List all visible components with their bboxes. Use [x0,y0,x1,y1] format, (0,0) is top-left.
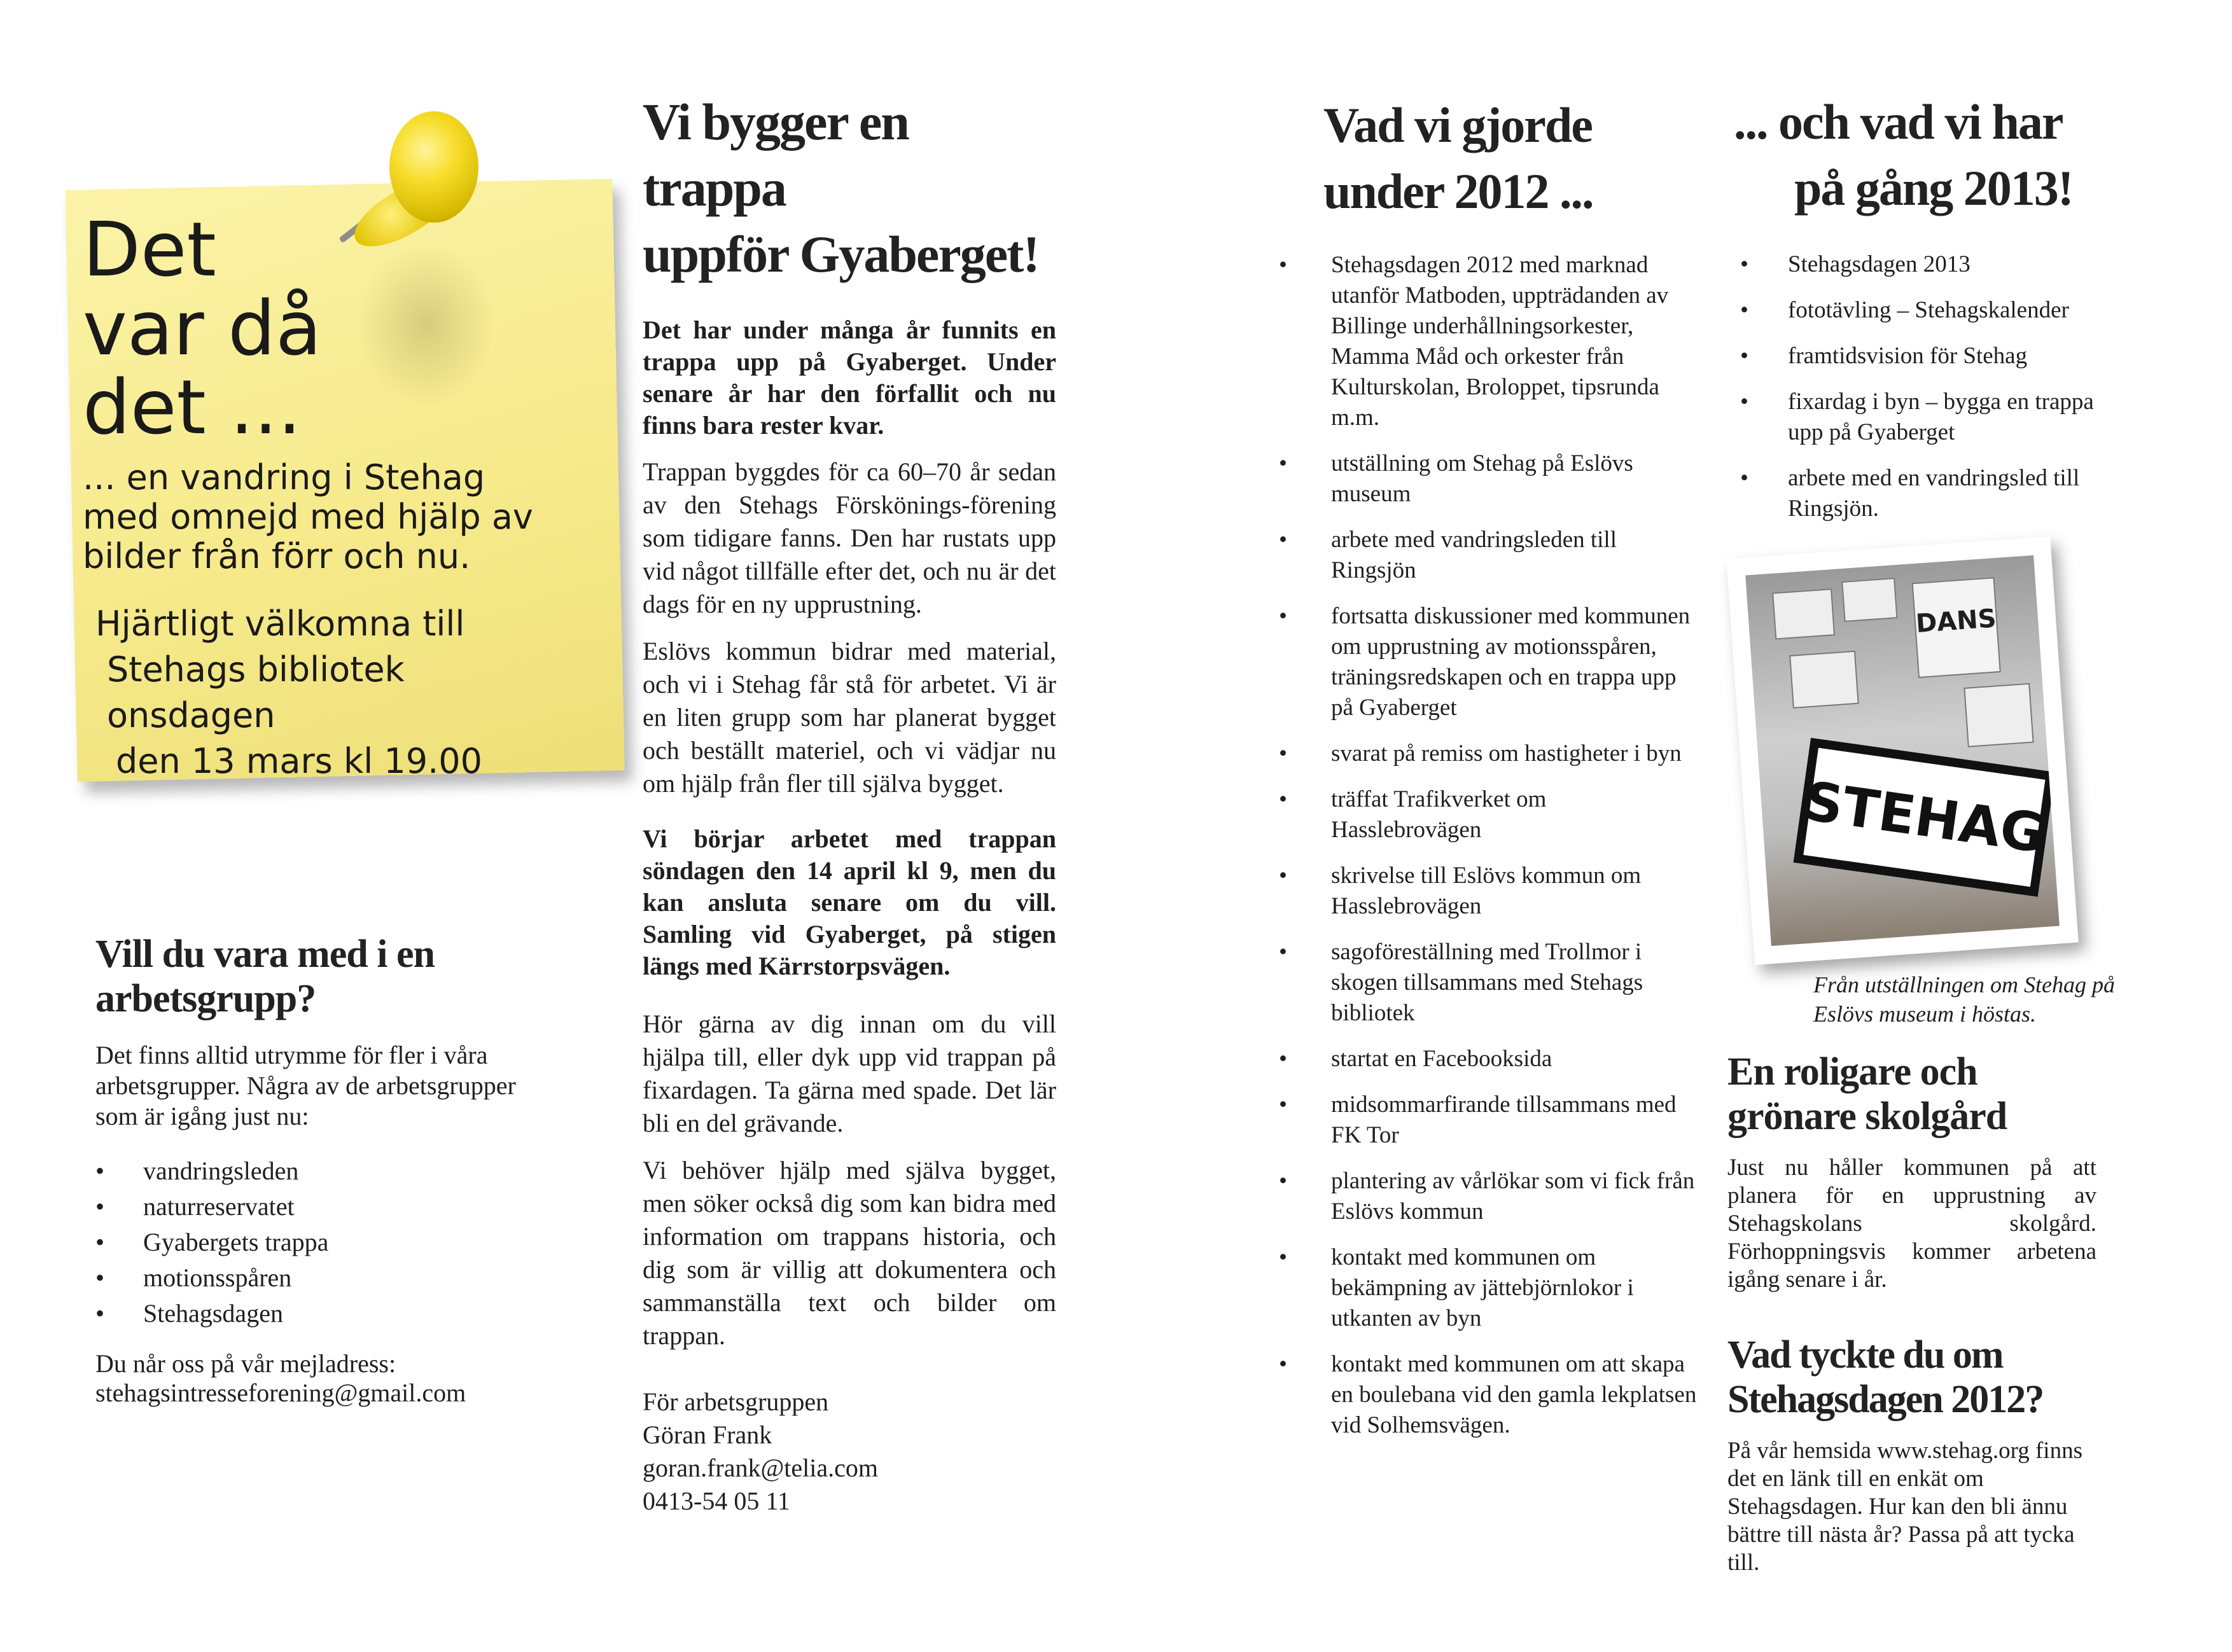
heading-line: Vi bygger en trappa [643,93,909,217]
note-subtitle: ... en vandring i Stehag med omnejd med hjälp av bilder från förr och nu. [83,457,533,576]
stairs-article [643,89,1056,1518]
workgroup-intro: Det finns alltid utrymme för fler i våra arbetsgrupper. Några av de arbetsgrupper som är igång just nu: [95,1041,516,1130]
list-item: • midsommarfirande tillsammans med FK Tor [1279,1090,1699,1151]
signature [643,1385,1056,1518]
stairs-heading [643,89,1056,288]
plans-heading [1734,89,2116,221]
photo-dans-poster: DANS [1912,577,2001,678]
photo-poster [1963,683,2033,747]
list-item: • fortsatta diskussioner med kommunen om upprustning av motionsspåren, träningsredskapen och en trappa upp på Gyaberget [1279,601,1699,723]
photo-image [1745,555,2060,946]
list-item: • naturreservatet [95,1189,554,1225]
list-item: • utställning om Stehag på Eslövs museum [1279,448,1699,510]
welcome-line: Hjärtligt välkomna till [95,604,465,644]
done-heading [1279,92,1699,225]
photo-poster [1789,651,1859,709]
done-list [1279,250,1699,1441]
list-item: • Stehagsdagen 2012 med marknad utanför Matboden, uppträdanden av Billinge underhållningsorkester, Mamma Måd och orkester från Kulturskolan, Broloppet, tipsrunda m.m. [1279,250,1699,433]
note-welcome [95,601,579,784]
note-title-line: Det [83,205,216,293]
list-item: • fixardag i byn – bygga en trappa upp på Gyaberget [1740,387,2116,448]
list-item: • träffat Trafikverket om Hasslebrovägen [1279,784,1699,845]
list-item: • framtidsvision för Stehag [1740,341,2116,371]
photo-poster [1841,578,1897,622]
heading-line: Vad vi gjorde [1323,97,1592,153]
workgroup-heading: Vill du vara med i en arbetsgrupp? [95,933,435,1020]
list-item: • startat en Facebooksida [1279,1044,1699,1074]
list-item: • arbete med en vandringsled till Ringsjön. [1740,463,2116,524]
survey-section [1727,1333,2096,1577]
note-title [83,205,322,451]
heading-line: uppför Gyaberget! [643,225,1039,283]
pin-shadow [356,242,496,407]
list-item: • plantering av vårlökar som vi fick från Eslövs kommun [1279,1166,1699,1227]
heading-line: under 2012 ... [1323,163,1593,219]
list-item: • svarat på remiss om hastigheter i byn [1279,739,1699,769]
pushpin-icon [389,111,478,223]
school-paragraph: Just nu håller kommunen på att planera för en upprustning av Stehagskolans skolgård. Förhoppningsvis kommer arbetena igång senare i år. [1727,1155,2096,1293]
heading-line: ... och vad vi har [1734,94,2063,149]
list-item: • kontakt med kommunen om att skapa en boulebana vid den gamla lekplatsen vid Solhemsvägen. [1279,1349,1699,1441]
photo-stehag-sign: STEHAG [1794,738,2056,897]
contact-email[interactable]: stehagsintresseforening@gmail.com [95,1378,466,1407]
workgroup-list [95,1153,554,1331]
stairs-lead: Det har under många år funnits en trappa upp på Gyaberget. Under senare år har den förfallit och nu finns bara rester kvar. [643,316,1056,440]
list-item: • fototävling – Stehagskalender [1740,295,2116,326]
note-title-line: det ... [83,363,302,451]
list-item: • Gyabergets trappa [95,1225,554,1260]
photo-caption: Från utställningen om Stehag på Eslövs museum i höstas. [1813,972,2115,1027]
stairs-paragraph: Hör gärna av dig innan om du vill hjälpa till, eller dyk upp vid trappan på fixardagen. Ta gärna med spade. Det lär bli en del grävande. [643,1010,1056,1137]
list-item: • Stehagsdagen 2013 [1740,249,2116,280]
stairs-paragraph: Vi behöver hjälp med själva bygget, men söker också dig som kan bidra med information om trappans historia, och dig som är villig att dokumentera och sammanställa text och bilder om trappan. [643,1156,1056,1350]
list-item: • sagoföreställning med Trollmor i skogen tillsammans med Stehags bibliotek [1279,937,1699,1029]
plans-list [1734,249,2116,524]
school-section [1727,1050,2096,1294]
workgroup-section [95,932,554,1408]
heading-line: på gång 2013! [1794,160,2073,216]
signature-email[interactable]: goran.frank@telia.com [643,1454,879,1482]
exhibition-photo [1726,536,2078,965]
welcome-line: den 13 mars kl 19.00 [116,741,482,781]
done-2012-section [1279,92,1699,1456]
school-heading: En roligare och grönare skolgård [1727,1050,2007,1138]
list-item: • vandringsleden [95,1153,554,1189]
survey-paragraph: På vår hemsida www.stehag.org finns det en länk till en enkät om Stehagsdagen. Hur kan den bli ännu bättre till nästa år? Passa på att tycka till. [1727,1438,2082,1576]
signature-line: Göran Frank [643,1420,772,1449]
note-title-line: var då [83,284,322,372]
list-item: • kontakt med kommunen om bekämpning av jättebjörnlokor i utkanten av byn [1279,1242,1699,1334]
stairs-paragraph: Eslövs kommun bidrar med material, och vi i Stehag får stå för arbetet. Vi är en liten grupp som har planerat bygget och beställt materiel, och vi vädjar nu om hjälp från fler till själva bygget. [643,637,1056,798]
signature-phone: 0413-54 05 11 [643,1487,790,1515]
plans-2013-section [1734,89,2116,539]
list-item: • motionsspåren [95,1260,554,1296]
stairs-start-date: Vi börjar arbetet med trappan söndagen den 14 april kl 9, men du kan ansluta senare om du vill. Samling vid Gyaberget, på stigen längs med Kärrstorpsvägen. [643,824,1056,980]
stairs-paragraph: Trappan byggdes för ca 60–70 år sedan av den Stehags Förskönings-förening som tidigare fanns. Den har rustats upp vid något tillfälle efter det, och nu är det dags för en ny upprustning. [643,457,1056,618]
list-item: • Stehagsdagen [95,1296,554,1331]
list-item: • arbete med vandringsleden till Ringsjön [1279,525,1699,586]
photo-poster [1772,588,1835,639]
signature-line: För arbetsgruppen [643,1387,829,1416]
survey-heading: Vad tyckte du om Stehagsdagen 2012? [1727,1333,2044,1421]
list-item: • skrivelse till Eslövs kommun om Hasslebrovägen [1279,861,1699,922]
welcome-line: Stehags bibliotek onsdagen [107,649,405,735]
contact-label: Du når oss på vår mejladress: [95,1349,396,1378]
